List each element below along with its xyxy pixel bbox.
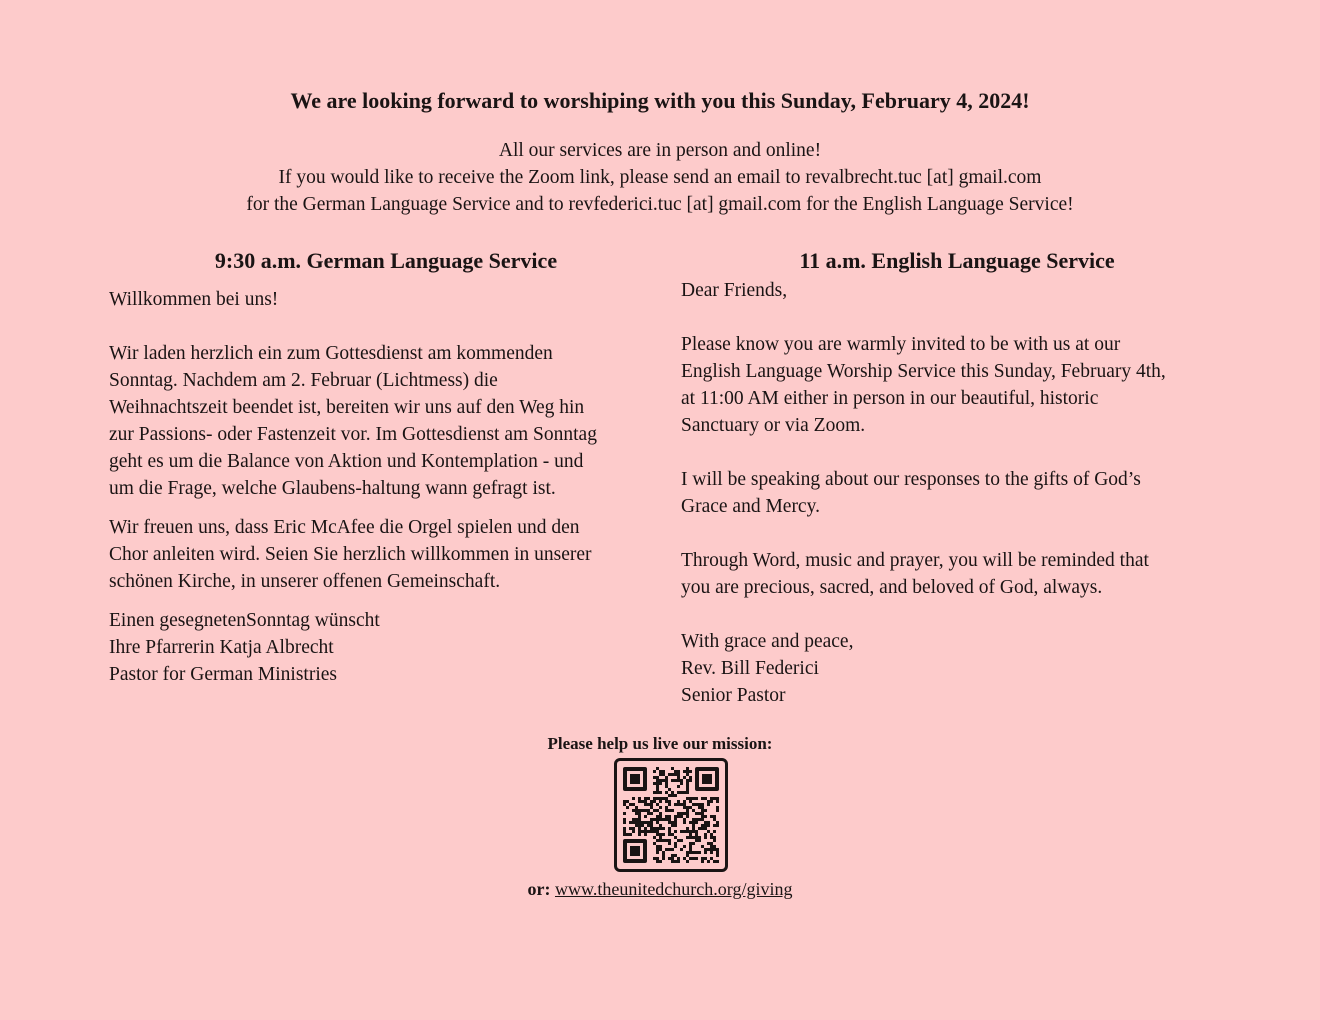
german-paragraph-line: Wir laden herzlich ein zum Gottesdienst am kommenden: [109, 343, 553, 364]
or-label: or:: [527, 879, 551, 899]
english-paragraph-line: I will be speaking about our responses to the gifts of God’s: [681, 469, 1141, 490]
english-paragraph-line: English Language Worship Service this Sunday, February 4th,: [681, 361, 1166, 382]
english-paragraph-line: Please know you are warmly invited to be with us at our: [681, 334, 1121, 355]
english-signoff-line: With grace and peace,: [681, 631, 854, 652]
intro-line: for the German Language Service and to revfederici.tuc [at] gmail.com for the English Language Service!: [246, 194, 1074, 215]
german-service-title: 9:30 a.m. German Language Service: [214, 248, 558, 273]
intro-line: All our services are in person and online!: [498, 140, 822, 161]
german-paragraph-line: Wir freuen uns, dass Eric McAfee die Orgel spielen und den: [109, 517, 580, 538]
qr-code-icon[interactable]: [614, 758, 728, 872]
german-paragraph-line: Chor anleiten wird. Seien Sie herzlich willkommen in unserer: [109, 544, 592, 565]
german-signoff-line: Pastor for German Ministries: [109, 664, 338, 685]
giving-link[interactable]: www.theunitedchurch.org/giving: [555, 879, 793, 899]
intro-line: If you would like to receive the Zoom link, please send an email to revalbrecht.tuc [at] gmail.com: [278, 167, 1042, 188]
giving-line: [0, 876, 1320, 902]
german-paragraph-line: Sonntag. Nachdem am 2. Februar (Lichtmess) die: [109, 370, 498, 391]
german-paragraph-line: um die Frage, welche Glaubens-haltung wann gefragt ist.: [109, 478, 556, 499]
english-paragraph-line: you are precious, sacred, and beloved of God, always.: [681, 577, 1103, 598]
english-service-title: 11 a.m. English Language Service: [799, 248, 1115, 273]
english-signoff-line: Rev. Bill Federici: [681, 658, 819, 679]
english-signoff-line: Senior Pastor: [681, 685, 786, 706]
german-signoff-line: Ihre Pfarrerin Katja Albrecht: [109, 637, 334, 658]
german-paragraph-line: schönen Kirche, in unserer offenen Gemeinschaft.: [109, 571, 501, 592]
german-paragraph-line: Weihnachtszeit beendet ist, bereiten wir uns auf den Weg hin: [109, 397, 585, 418]
german-greeting: Willkommen bei uns!: [109, 289, 279, 310]
german-paragraph-line: geht es um die Balance von Aktion und Kontemplation - und: [109, 451, 584, 472]
english-paragraph-line: at 11:00 AM either in person in our beautiful, historic: [681, 388, 1099, 409]
german-service-text: [109, 286, 679, 688]
headline: We are looking forward to worshiping with you this Sunday, February 4, 2024!: [290, 88, 1030, 113]
german-paragraph-line: zur Passions- oder Fastenzeit vor. Im Gottesdienst am Sonntag: [109, 424, 597, 445]
english-service-text: [681, 277, 1281, 709]
english-paragraph-line: Sanctuary or via Zoom.: [681, 415, 866, 436]
english-paragraph-line: Through Word, music and prayer, you will be reminded that: [681, 550, 1149, 571]
english-greeting: Dear Friends,: [681, 280, 788, 301]
intro: [0, 137, 1320, 218]
german-signoff-line: Einen gesegnetenSonntag wünscht: [109, 610, 380, 631]
english-paragraph-line: Grace and Mercy.: [681, 496, 820, 517]
mission-label: Please help us live our mission:: [547, 734, 773, 753]
